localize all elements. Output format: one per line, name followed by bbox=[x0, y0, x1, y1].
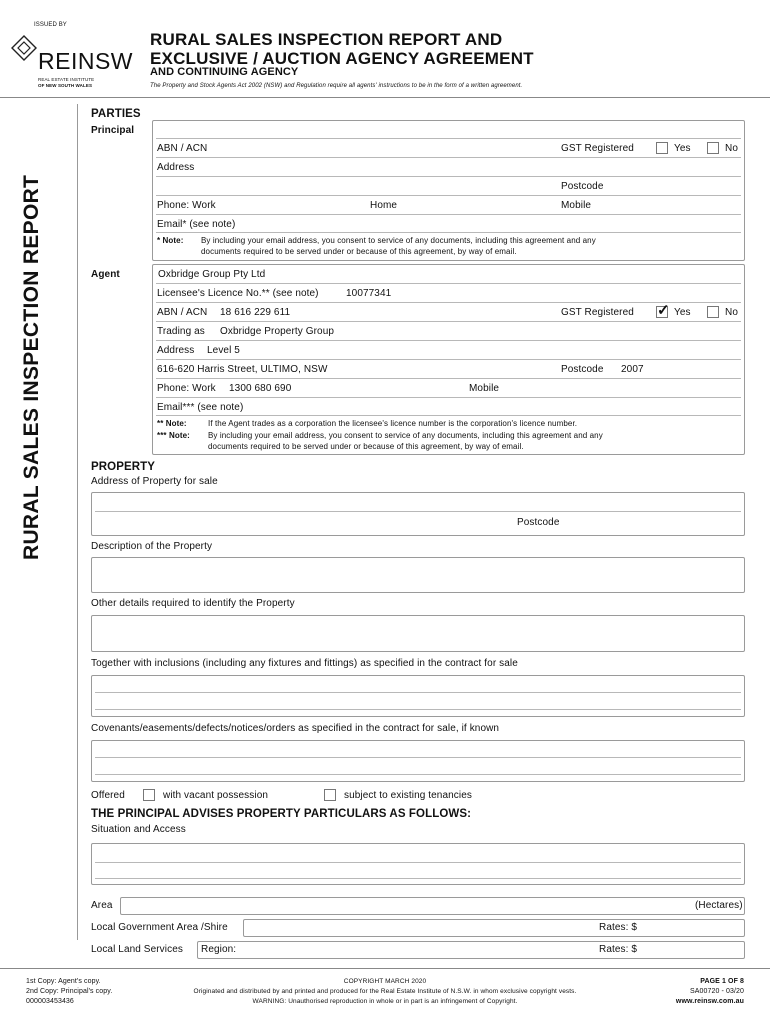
footer-copyright: COPYRIGHT MARCH 2020 bbox=[343, 978, 427, 985]
reinsw-logo-icon bbox=[10, 34, 38, 65]
property-postcode-label: Postcode bbox=[517, 517, 560, 528]
principal-note-line2: documents required to be served under or because of this agreement, by way of email. bbox=[201, 247, 517, 256]
principal-address-label: Address bbox=[157, 162, 195, 173]
logo-sub1: REAL ESTATE INSTITUTE bbox=[38, 77, 95, 82]
agent-mobile-label: Mobile bbox=[469, 383, 500, 394]
left-rule bbox=[77, 104, 78, 940]
agent-abn-value: 18 616 229 611 bbox=[220, 307, 291, 318]
agent-gst-yes-label: Yes bbox=[674, 307, 691, 318]
agent-phone-value: 1300 680 690 bbox=[229, 383, 292, 394]
covenants-label: Covenants/easements/defects/notices/orders as specified in the contract for sale, if known bbox=[91, 723, 500, 734]
agent-gst-label: GST Registered bbox=[561, 307, 634, 318]
situation-label: Situation and Access bbox=[91, 824, 186, 835]
agent-note2-line2: documents required to be served under or because of this agreement, by way of email. bbox=[208, 442, 524, 451]
area-field[interactable] bbox=[120, 897, 745, 915]
particulars-heading: THE PRINCIPAL ADVISES PROPERTY PARTICULARS AS FOLLOWS: bbox=[91, 808, 472, 820]
principal-gst-label: GST Registered bbox=[561, 143, 634, 154]
offered-label: Offered bbox=[91, 790, 125, 801]
issued-by: ISSUED BY bbox=[34, 22, 67, 28]
agent-trading-value: Oxbridge Property Group bbox=[220, 326, 335, 337]
other-details-label: Other details required to identify the Property bbox=[91, 598, 295, 609]
inclusions-label: Together with inclusions (including any fixtures and fittings) as specified in the contract for sale bbox=[91, 658, 518, 669]
footer-form-code: SA00720 - 03/20 bbox=[689, 988, 744, 995]
property-description-field[interactable] bbox=[91, 557, 745, 593]
agent-note2-label: *** Note: bbox=[157, 431, 190, 440]
act-note: The Property and Stock Agents Act 2002 (NSW) and Regulation require all agents' instructions to be in the form of a written agreement. bbox=[150, 83, 523, 89]
principal-postcode-label: Postcode bbox=[561, 181, 604, 192]
footer-website[interactable]: www.reinsw.com.au bbox=[675, 998, 744, 1005]
lga-rates-label: Rates: $ bbox=[599, 922, 638, 933]
covenants-field[interactable] bbox=[91, 740, 745, 782]
agent-postcode-value: 2007 bbox=[621, 364, 644, 375]
agent-gst-check-icon: ✓ bbox=[657, 302, 670, 319]
agent-email-label: Email*** (see note) bbox=[157, 402, 244, 413]
footer-page: PAGE 1 OF 8 bbox=[700, 978, 744, 985]
region-label: Region: bbox=[201, 944, 237, 955]
agent-gst-no-label: No bbox=[725, 307, 738, 318]
lls-rates-label: Rates: $ bbox=[599, 944, 638, 955]
principal-home-label: Home bbox=[370, 200, 398, 211]
property-description-label: Description of the Property bbox=[91, 541, 213, 552]
property-address-field[interactable] bbox=[91, 492, 745, 536]
footer-divider bbox=[0, 968, 770, 969]
lls-field[interactable] bbox=[197, 941, 745, 959]
agent-licence-label: Licensee's Licence No.** (see note) bbox=[157, 288, 319, 299]
agent-postcode-label: Postcode bbox=[561, 364, 604, 375]
agent-address-value: Level 5 bbox=[207, 345, 240, 356]
agent-gst-no-checkbox[interactable] bbox=[707, 306, 719, 318]
lga-field[interactable] bbox=[243, 919, 745, 937]
subtitle: AND CONTINUING AGENCY bbox=[150, 66, 299, 78]
side-title: RURAL SALES INSPECTION REPORT bbox=[20, 174, 43, 560]
principal-abn-label: ABN / ACN bbox=[157, 143, 208, 154]
agent-note1-text: If the Agent trades as a corporation the licensee's licence number is the corporation's licence number. bbox=[208, 419, 578, 428]
header-divider bbox=[0, 97, 770, 98]
vacant-possession-label: with vacant possession bbox=[163, 790, 269, 801]
agent-trading-label: Trading as bbox=[157, 326, 205, 337]
principal-email-label: Email* (see note) bbox=[157, 219, 236, 230]
footer-copy1: 1st Copy: Agent's copy. bbox=[26, 978, 101, 985]
logo-text: REINSW bbox=[38, 48, 133, 74]
agent-note1-label: ** Note: bbox=[157, 419, 187, 428]
principal-gst-yes-checkbox[interactable] bbox=[656, 142, 668, 154]
principal-gst-no-checkbox[interactable] bbox=[707, 142, 719, 154]
area-label: Area bbox=[91, 900, 113, 911]
principal-note-line1: By including your email address, you consent to service of any documents, including this agreement and any bbox=[201, 236, 596, 245]
lga-label: Local Government Area /Shire bbox=[91, 922, 228, 933]
footer-copy2: 2nd Copy: Principal's copy. bbox=[26, 988, 113, 995]
footer-warning: WARNING: Unauthorised reproduction in whole or in part is an infringement of Copyright. bbox=[252, 998, 518, 1005]
agent-address-line2: 616-620 Harris Street, ULTIMO, NSW bbox=[157, 364, 328, 375]
principal-gst-no-label: No bbox=[725, 143, 738, 154]
title-line1: RURAL SALES INSPECTION REPORT AND bbox=[150, 30, 503, 49]
principal-gst-yes-label: Yes bbox=[674, 143, 691, 154]
hectares-label: (Hectares) bbox=[695, 900, 743, 911]
agent-abn-label: ABN / ACN bbox=[157, 307, 208, 318]
inclusions-field[interactable] bbox=[91, 675, 745, 717]
property-address-label: Address of Property for sale bbox=[91, 476, 218, 487]
principal-mobile-label: Mobile bbox=[561, 200, 592, 211]
property-heading: PROPERTY bbox=[91, 461, 156, 473]
footer-originated: Originated and distributed by and printed and produced for the Real Estate Institute of N.S.W. in whom exclusive copyright vests. bbox=[193, 988, 577, 995]
agent-phone-label: Phone: Work bbox=[157, 383, 216, 394]
agent-licence-value: 10077341 bbox=[346, 288, 392, 299]
title-line2: EXCLUSIVE / AUCTION AGENCY AGREEMENT bbox=[150, 49, 534, 68]
principal-name-line[interactable] bbox=[156, 138, 741, 139]
principal-note-label: * Note: bbox=[157, 236, 184, 245]
existing-tenancies-checkbox[interactable] bbox=[324, 789, 336, 801]
other-details-field[interactable] bbox=[91, 615, 745, 652]
lls-label: Local Land Services bbox=[91, 944, 183, 955]
vacant-possession-checkbox[interactable] bbox=[143, 789, 155, 801]
agent-name: Oxbridge Group Pty Ltd bbox=[158, 269, 266, 280]
agent-note2-line1: By including your email address, you consent to service of any documents, including this agreement and any bbox=[208, 431, 603, 440]
principal-phone-label: Phone: Work bbox=[157, 200, 216, 211]
logo-sub2: OF NEW SOUTH WALES bbox=[38, 83, 93, 88]
parties-heading: PARTIES bbox=[91, 108, 141, 120]
agent-label: Agent bbox=[91, 269, 120, 280]
footer-docno: 000003453436 bbox=[26, 998, 74, 1005]
principal-label: Principal bbox=[91, 125, 135, 136]
agent-address-label: Address bbox=[157, 345, 195, 356]
existing-tenancies-label: subject to existing tenancies bbox=[344, 790, 472, 801]
